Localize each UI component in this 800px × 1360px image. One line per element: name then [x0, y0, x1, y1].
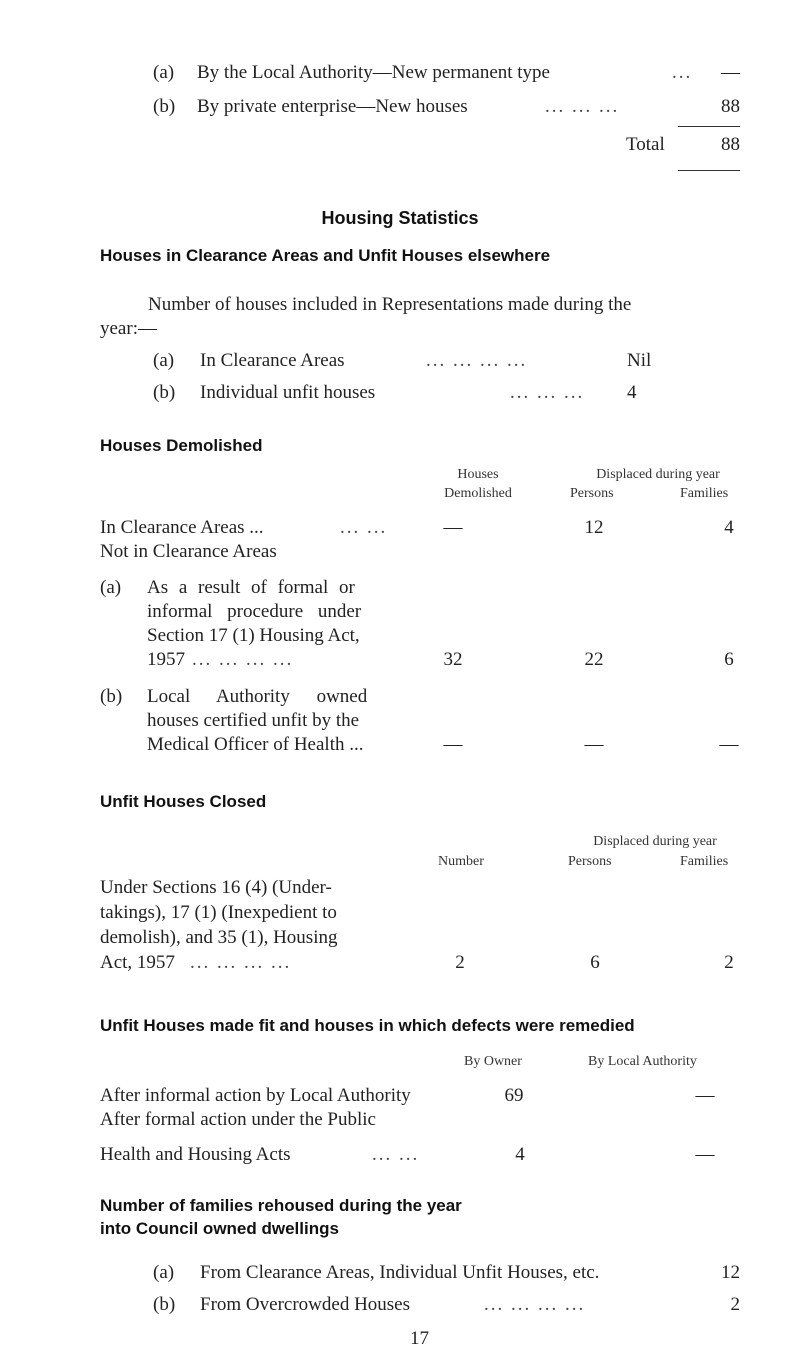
- demolished-clearance-families: 4: [724, 517, 734, 538]
- representations-a-label: In Clearance Areas: [200, 350, 345, 371]
- demolished-a-marker: (a): [100, 577, 122, 598]
- new-houses-b-marker: (b): [153, 96, 176, 117]
- representations-a-value: Nil: [627, 350, 652, 371]
- representations-b-marker: (b): [153, 382, 176, 403]
- demolished-b-houses: —: [443, 734, 463, 755]
- demolished-clearance-persons: 12: [584, 517, 604, 538]
- rehoused-b-label: From Overcrowded Houses: [200, 1294, 411, 1315]
- demolished-a-line1: As a result of formal or: [147, 577, 355, 598]
- remedied-row2-line2: Health and Housing Acts: [100, 1144, 291, 1165]
- closed-col-displaced: Displaced during year: [593, 834, 717, 849]
- representations-b-value: 4: [627, 382, 637, 403]
- remedied-row1-la: —: [695, 1085, 715, 1106]
- demolished-a-line4: 1957: [147, 649, 185, 670]
- representations-a-marker: (a): [153, 350, 175, 371]
- demolished-clearance-dots: ... ...: [340, 517, 388, 538]
- remedied-row1-label: After informal action by Local Authority: [100, 1085, 411, 1106]
- demolished-col-persons: Persons: [570, 486, 614, 501]
- new-houses-b-value: 88: [721, 96, 740, 117]
- new-houses-b-dots: ... ... ...: [545, 96, 620, 117]
- remedied-row2-la: —: [695, 1144, 715, 1165]
- closed-heading: Unfit Houses Closed: [100, 792, 267, 811]
- demolished-col-houses-1: Houses: [457, 467, 499, 482]
- new-houses-b-label: By private enterprise—New houses: [197, 96, 468, 117]
- representations-a-dots: ... ... ... ...: [426, 350, 528, 371]
- demolished-col-houses-2: Demolished: [444, 486, 512, 501]
- demolished-b-line3: Medical Officer of Health ...: [147, 734, 364, 755]
- clearance-heading: Houses in Clearance Areas and Unfit Houses elsewhere: [100, 246, 551, 265]
- total-bottom-rule: [678, 170, 740, 171]
- closed-line2: takings), 17 (1) (Inexpedient to: [100, 902, 337, 923]
- representations-b-label: Individual unfit houses: [200, 382, 376, 403]
- demolished-b-line1: Local Authority owned: [147, 686, 368, 707]
- rehoused-b-dots: ... ... ... ...: [484, 1294, 586, 1315]
- demolished-a-houses: 32: [443, 649, 463, 670]
- total-label: Total: [626, 134, 665, 155]
- remedied-row2-owner: 4: [515, 1144, 525, 1165]
- representations-line1: Number of houses included in Representations made during the: [148, 294, 632, 315]
- rehoused-b-marker: (b): [153, 1294, 176, 1315]
- remedied-row2-dots: ... ...: [372, 1144, 420, 1165]
- demolished-a-families: 6: [724, 649, 734, 670]
- demolished-a-dots: ... ... ... ...: [192, 649, 294, 670]
- demolished-a-persons: 22: [584, 649, 604, 670]
- remedied-col-la: By Local Authority: [588, 1054, 697, 1069]
- closed-line3: demolish), and 35 (1), Housing: [100, 927, 338, 948]
- rehoused-heading-line1: Number of families rehoused during the year: [100, 1196, 462, 1215]
- demolished-a-line3: Section 17 (1) Housing Act,: [147, 625, 360, 646]
- rehoused-a-value: 12: [721, 1262, 740, 1283]
- new-houses-a-marker: (a): [153, 62, 175, 83]
- remedied-row1-owner: 69: [504, 1085, 524, 1106]
- representations-b-dots: ... ... ...: [510, 382, 585, 403]
- closed-line4: Act, 1957: [100, 952, 175, 973]
- demolished-b-marker: (b): [100, 686, 123, 707]
- housing-statistics-title: Housing Statistics: [321, 208, 479, 228]
- representations-line2: year:—: [100, 318, 157, 339]
- remedied-col-owner: By Owner: [464, 1054, 522, 1069]
- remedied-heading: Unfit Houses made fit and houses in which defects were remedied: [100, 1016, 635, 1035]
- closed-families: 2: [724, 952, 734, 973]
- closed-persons: 6: [590, 952, 600, 973]
- rehoused-a-label: From Clearance Areas, Individual Unfit Houses, etc.: [200, 1262, 600, 1283]
- new-houses-a-dots: ...: [672, 62, 693, 83]
- demolished-a-line2: informal procedure under: [147, 601, 362, 622]
- total-top-rule: [678, 126, 740, 127]
- closed-line1: Under Sections 16 (4) (Under-: [100, 877, 332, 898]
- closed-number: 2: [455, 952, 465, 973]
- closed-col-number: Number: [438, 854, 484, 869]
- new-houses-a-label: By the Local Authority—New permanent type: [197, 62, 550, 83]
- demolished-b-families: —: [719, 734, 739, 755]
- new-houses-a-value: —: [721, 62, 740, 83]
- demolished-col-families: Families: [680, 486, 729, 501]
- demolished-clearance-houses: —: [443, 517, 463, 538]
- rehoused-b-value: 2: [730, 1294, 740, 1315]
- page-number: 17: [410, 1328, 429, 1349]
- demolished-not-clearance: Not in Clearance Areas: [100, 541, 277, 562]
- closed-col-families: Families: [680, 854, 729, 869]
- demolished-col-displaced: Displaced during year: [596, 467, 720, 482]
- rehoused-heading-line2: into Council owned dwellings: [100, 1219, 339, 1238]
- rehoused-a-marker: (a): [153, 1262, 175, 1283]
- demolished-heading: Houses Demolished: [100, 436, 263, 455]
- demolished-b-line2: houses certified unfit by the: [147, 710, 360, 731]
- remedied-row2-line1: After formal action under the Public: [100, 1109, 376, 1130]
- demolished-b-persons: —: [584, 734, 604, 755]
- closed-dots: ... ... ... ...: [190, 952, 292, 973]
- demolished-clearance-label: In Clearance Areas ...: [100, 517, 264, 538]
- total-value: 88: [721, 134, 740, 155]
- closed-col-persons: Persons: [568, 854, 612, 869]
